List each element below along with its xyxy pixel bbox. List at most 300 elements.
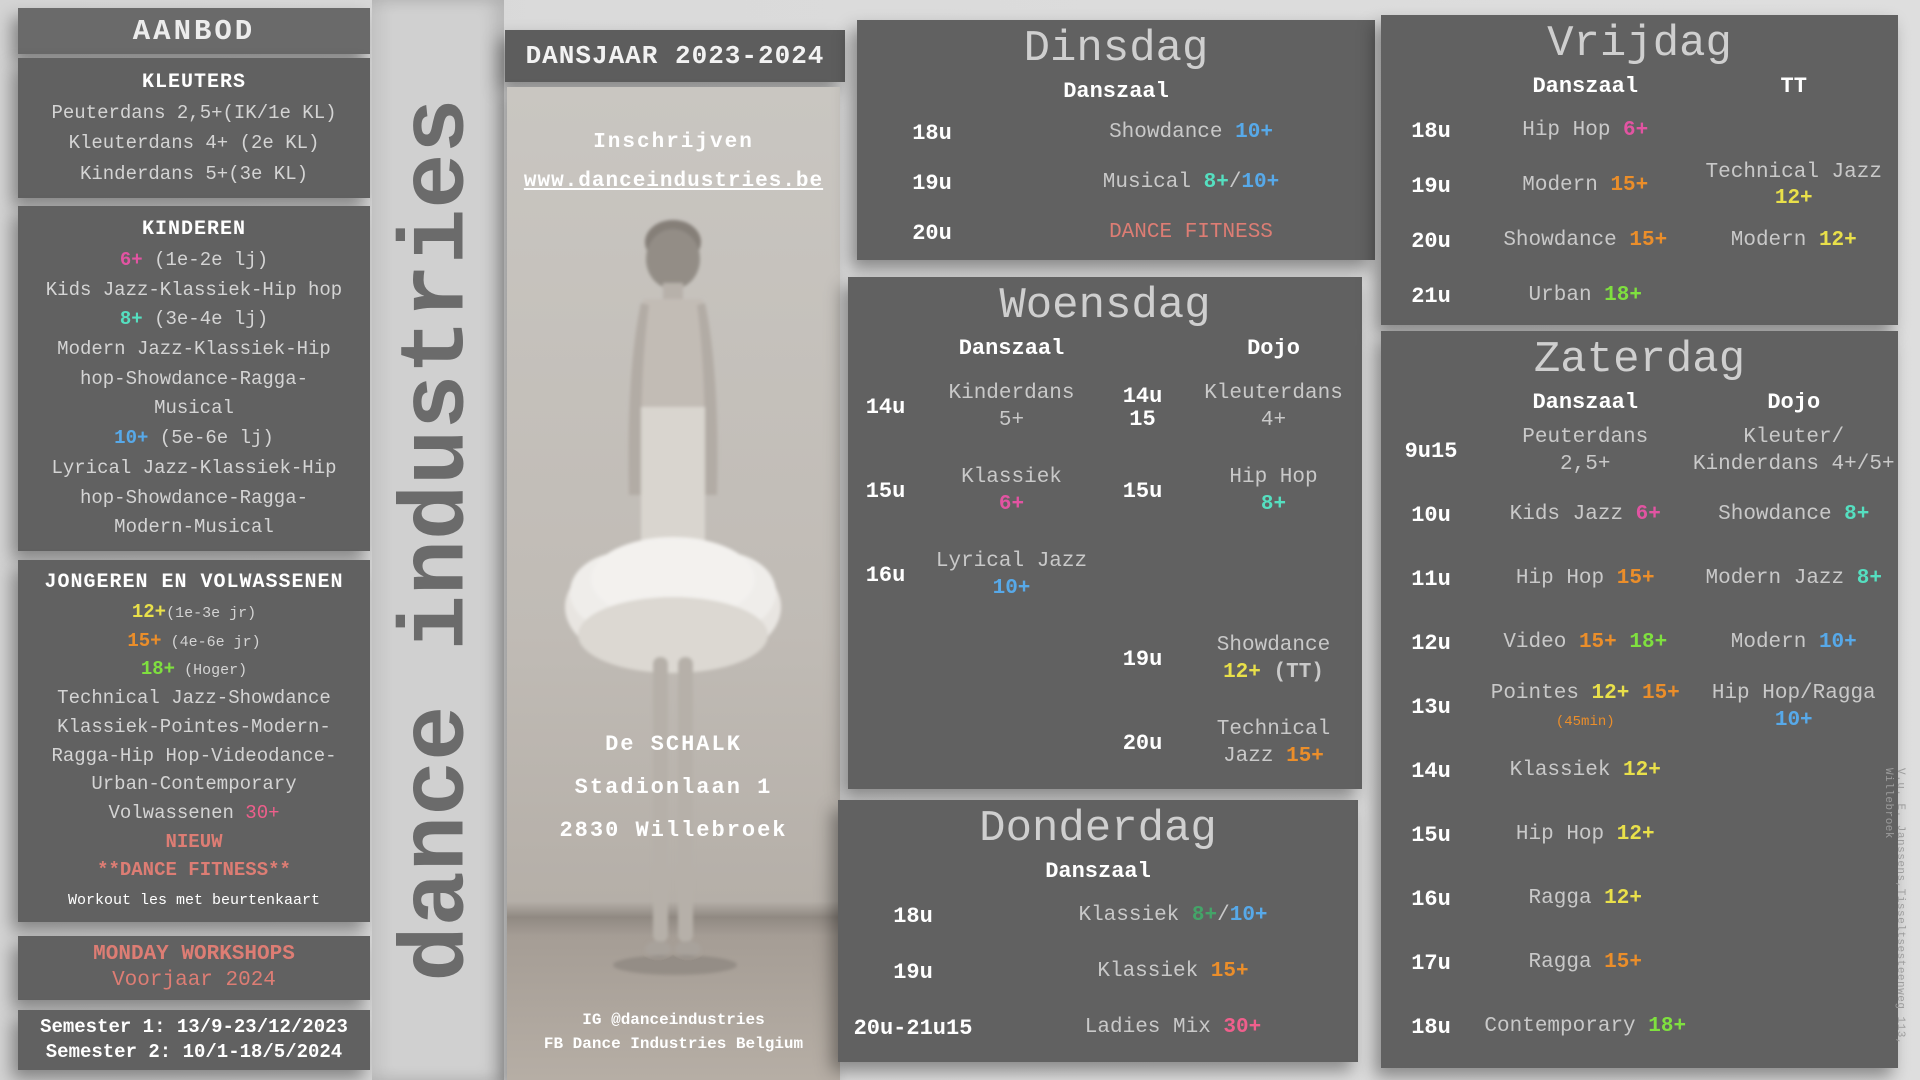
- text-line: [988, 903, 1358, 929]
- text-line: [1481, 1014, 1690, 1040]
- text-segment: Hip Hop: [1515, 823, 1617, 847]
- age-badge: 6+: [998, 492, 1025, 516]
- text-line: [1481, 452, 1690, 478]
- aanbod-section-monday: [18, 936, 370, 1000]
- day-title: Donderdag: [979, 804, 1217, 854]
- instagram-handle: IG @danceindustries: [582, 1011, 765, 1029]
- age-badge: 10+: [992, 576, 1031, 600]
- age-badge: 15+: [1629, 228, 1668, 252]
- text-line: [24, 309, 364, 330]
- column-headers: [857, 75, 1375, 109]
- text-line: [24, 860, 364, 881]
- text-line: [24, 889, 364, 910]
- time-label: [1381, 568, 1481, 591]
- time-label: [1381, 824, 1481, 847]
- schedule-cell: [1690, 228, 1899, 254]
- text-segment: Kleuter/: [1743, 426, 1845, 450]
- time-line: 10u: [1411, 503, 1451, 529]
- text-segment: Kinderdans: [948, 382, 1075, 406]
- text-segment: (1e-2e lj): [142, 248, 269, 271]
- text-segment: Modern: [1522, 173, 1611, 197]
- schedule-rows: [857, 109, 1375, 259]
- time-label: [848, 480, 923, 503]
- text-line: [1481, 283, 1690, 309]
- text-line: [24, 602, 364, 623]
- text-line: [1481, 173, 1690, 199]
- schedule-row: [848, 534, 1362, 618]
- age-badge: 10+: [1229, 904, 1268, 928]
- text-segment: 2,5+: [1560, 452, 1611, 476]
- text-segment: Urban-Contemporary: [91, 773, 297, 796]
- text-segment: Modern: [1730, 228, 1819, 252]
- text-segment: Lyrical Jazz: [935, 550, 1088, 574]
- schedule-row: [848, 618, 1362, 702]
- venue-name: De SCHALK: [605, 732, 742, 757]
- time-line: 16u: [1411, 887, 1451, 913]
- text-segment: Showdance: [1718, 503, 1845, 527]
- text-segment: Semester 2: 10/1-18/5/2024: [45, 1040, 343, 1063]
- text-line: [1481, 228, 1690, 254]
- enroll-block: [507, 131, 840, 193]
- website-link[interactable]: www.danceindustries.be: [523, 170, 824, 193]
- text-line: [24, 398, 364, 419]
- text-line: [24, 832, 364, 853]
- text-line: [24, 969, 364, 993]
- time-line: 15: [1129, 406, 1156, 432]
- aanbod-title: AANBOD: [132, 14, 256, 48]
- schedule-row: [1381, 269, 1898, 324]
- text-line: [24, 250, 364, 271]
- text-line: [24, 631, 364, 652]
- schedule-cell: [1481, 425, 1690, 478]
- aanbod-section-kinderen: [18, 206, 370, 551]
- day-title: Zaterdag: [1533, 335, 1746, 385]
- text-line: [24, 103, 364, 124]
- time-label: [857, 222, 1007, 245]
- schedule-row: [857, 159, 1375, 209]
- text-segment: (5e-6e lj): [148, 427, 274, 450]
- text-segment: (TT): [1260, 660, 1324, 684]
- schedule-rows: [1381, 420, 1898, 1060]
- age-badge: 10+: [1818, 631, 1857, 655]
- column-headers: [848, 332, 1362, 366]
- section-title: KINDEREN: [141, 218, 246, 242]
- text-line: [923, 576, 1100, 602]
- time-label: [1381, 632, 1481, 655]
- text-line: [1690, 566, 1899, 592]
- text-line: [24, 717, 364, 738]
- schedule-cell: [923, 549, 1100, 602]
- ballerina-figure: [507, 87, 840, 1080]
- text-line: [1690, 708, 1899, 734]
- schedule-cell: [1007, 170, 1375, 196]
- age-badge: **DANCE FITNESS**: [97, 859, 291, 882]
- text-line: [24, 458, 364, 479]
- day-title: Woensdag: [999, 281, 1211, 331]
- time-line: 18u: [912, 121, 952, 147]
- text-segment: Lyrical Jazz-Klassiek-Hip: [51, 456, 337, 479]
- text-line: [1481, 630, 1690, 656]
- text-line: [1481, 681, 1690, 707]
- schedule-cell: [1185, 381, 1362, 434]
- text-segment: Modern Jazz: [1705, 567, 1857, 591]
- text-segment: Musical: [154, 397, 234, 420]
- age-badge: 15+: [1578, 631, 1617, 655]
- text-segment: Peuterdans: [1522, 426, 1649, 450]
- text-segment: Video: [1503, 631, 1579, 655]
- text-line: [24, 517, 364, 538]
- age-badge: 12+: [1774, 187, 1813, 211]
- schedule-cell: [1185, 633, 1362, 686]
- text-segment: Kleuterdans: [1204, 382, 1343, 406]
- text-line: [1185, 492, 1362, 518]
- schedule-row: [848, 702, 1362, 786]
- age-badge: 15+: [1616, 567, 1655, 591]
- time-line: 19u: [1411, 173, 1451, 199]
- age-badge: 18+: [140, 658, 176, 681]
- column-header: Danszaal: [1063, 79, 1169, 105]
- text-segment: Klassiek: [1509, 759, 1624, 783]
- schedule-row: [1381, 420, 1898, 484]
- schedule-row: [1381, 676, 1898, 740]
- age-badge: 12+: [1223, 660, 1261, 684]
- text-line: [24, 943, 364, 967]
- age-badge: 30+: [245, 801, 280, 824]
- text-segment: Ragga-Hip Hop-Videodance-: [51, 744, 337, 767]
- text-line: [1185, 408, 1362, 434]
- schedule-row: [1381, 548, 1898, 612]
- schedule-cell: [988, 959, 1358, 985]
- schedule-rows: [1381, 104, 1898, 324]
- time-label: [1381, 175, 1481, 198]
- age-badge: 10+: [1774, 708, 1813, 732]
- text-segment: Klassiek-Pointes-Modern-: [57, 715, 331, 738]
- schedule-row: [1381, 804, 1898, 868]
- schedule-cell: [1690, 425, 1899, 478]
- text-segment: Volwassenen: [108, 801, 246, 824]
- brand-vertical-text: dance industries: [385, 98, 491, 982]
- text-segment: Showdance: [1503, 228, 1630, 252]
- text-line: [1007, 120, 1375, 146]
- schedule-row: [838, 889, 1358, 945]
- schedule-rows: [838, 889, 1358, 1057]
- text-segment: Semester 1: 13/9-23/12/2023: [40, 1016, 348, 1039]
- age-badge: 8+: [1856, 567, 1882, 591]
- schedule-cell: [1481, 950, 1690, 976]
- text-segment: /: [1228, 171, 1242, 195]
- column-header: Dojo: [1247, 336, 1300, 362]
- text-segment: /: [1217, 904, 1230, 928]
- social-handles: [507, 1008, 840, 1056]
- age-badge: 18+: [1629, 631, 1668, 655]
- text-segment: Klassiek: [1078, 904, 1192, 928]
- time-line: 18u: [1411, 118, 1451, 144]
- age-badge: 6+: [1623, 118, 1649, 142]
- time-label: [857, 172, 1007, 195]
- text-line: [1481, 822, 1690, 848]
- donderdag-panel: [838, 800, 1358, 1062]
- schedule-cell: [1690, 681, 1899, 734]
- text-line: [24, 659, 364, 680]
- text-line: [1690, 630, 1899, 656]
- age-badge: 18+: [1648, 1015, 1687, 1039]
- time-label: [1100, 648, 1185, 671]
- time-line: 17u: [1411, 951, 1451, 977]
- aanbod-header: [18, 8, 370, 54]
- text-line: [1185, 660, 1362, 686]
- schedule-cell: [1481, 1014, 1690, 1040]
- column-headers: [1381, 386, 1898, 420]
- schedule-cell: [1481, 502, 1690, 528]
- schedule-cell: [923, 465, 1100, 518]
- schedule-row: [1381, 612, 1898, 676]
- text-segment: Jazz: [1223, 744, 1287, 768]
- text-line: [24, 280, 364, 301]
- time-label: [1100, 385, 1185, 431]
- schedule-cell: [1481, 681, 1690, 734]
- enroll-label: Inschrijven: [593, 131, 754, 154]
- schedule-row: [857, 209, 1375, 259]
- schedule-cell: [1690, 502, 1899, 528]
- text-segment: hop-Showdance-Ragga-: [79, 486, 309, 509]
- text-segment: Ragga: [1528, 887, 1605, 911]
- text-segment: 5+: [998, 408, 1025, 432]
- text-line: [1690, 228, 1899, 254]
- zaterdag-panel: [1381, 331, 1898, 1068]
- time-line: 15u: [1122, 479, 1163, 505]
- text-segment: Kids Jazz-Klassiek-Hip hop: [45, 278, 343, 301]
- text-segment: Modern Jazz-Klassiek-Hip: [57, 337, 331, 360]
- age-badge: 6+: [119, 248, 143, 271]
- text-segment: Pointes: [1490, 682, 1592, 706]
- venue-street: Stadionlaan 1: [574, 775, 773, 800]
- time-label: [1381, 230, 1481, 253]
- age-badge: 15+: [1641, 682, 1680, 706]
- schedule-row: [1381, 159, 1898, 214]
- text-segment: (3e-4e lj): [142, 308, 269, 331]
- age-badge: 12+: [1818, 228, 1857, 252]
- venue-city: 2830 Willebroek: [559, 818, 788, 843]
- time-line: 19u: [1122, 647, 1163, 673]
- age-badge: (45min): [1555, 713, 1615, 730]
- age-badge: 8+: [1260, 492, 1287, 516]
- text-segment: Technical Jazz: [1705, 160, 1882, 184]
- schedule-row: [848, 366, 1362, 450]
- text-line: [1185, 465, 1362, 491]
- schedule-row: [848, 450, 1362, 534]
- schedule-cell: [1481, 118, 1690, 144]
- schedule-cell: [1185, 717, 1362, 770]
- column-header: Danszaal: [1532, 390, 1639, 416]
- text-segment: Technical Jazz-Showdance: [57, 687, 331, 710]
- time-label: [838, 905, 988, 928]
- time-label: [848, 396, 923, 419]
- schedule-cell: [1481, 283, 1690, 309]
- time-line: 21u: [1411, 283, 1451, 309]
- text-line: [1690, 452, 1899, 478]
- vrijdag-panel: [1381, 15, 1898, 325]
- time-line: 20u: [1411, 228, 1451, 254]
- text-segment: Technical: [1216, 718, 1331, 742]
- age-badge: 15+: [127, 629, 162, 652]
- age-badge: 10+: [1241, 171, 1280, 195]
- text-segment: Hip Hop: [1229, 466, 1318, 490]
- text-line: [923, 549, 1100, 575]
- age-badge: 15+: [1604, 951, 1642, 975]
- text-segment: Hip Hop/Ragga: [1711, 682, 1876, 706]
- time-line: 16u: [865, 563, 906, 589]
- text-segment: Workout les met beurtenkaart: [67, 892, 321, 910]
- time-line: 14u: [1122, 383, 1163, 409]
- schedule-row: [1381, 104, 1898, 159]
- text-segment: Hip Hop: [1522, 118, 1624, 142]
- schedule-rows: [848, 366, 1362, 786]
- text-segment: Kids Jazz: [1509, 503, 1636, 527]
- text-line: [1690, 502, 1899, 528]
- text-segment: Klassiek: [961, 466, 1062, 490]
- time-label: [838, 1017, 988, 1040]
- schedule-row: [1381, 484, 1898, 548]
- text-line: [24, 746, 364, 767]
- schedule-cell: [1007, 220, 1375, 246]
- schedule-row: [1381, 214, 1898, 269]
- text-segment: Showdance: [1109, 121, 1236, 145]
- time-label: [1381, 760, 1481, 783]
- text-segment: Urban: [1528, 283, 1605, 307]
- section-title: JONGEREN EN VOLWASSENEN: [44, 571, 344, 595]
- age-badge: Voorjaar 2024: [112, 969, 276, 993]
- time-line: 12u: [1411, 631, 1451, 657]
- column-header: Danszaal: [1045, 859, 1151, 885]
- text-line: [1185, 381, 1362, 407]
- text-line: [1007, 220, 1375, 246]
- age-badge: NIEUW: [165, 830, 223, 853]
- text-line: [923, 408, 1100, 434]
- text-line: [1481, 950, 1690, 976]
- time-line: 9u15: [1404, 439, 1458, 465]
- text-segment: Musical: [1102, 171, 1204, 195]
- schedule-cell: [1481, 758, 1690, 784]
- age-badge: 12+: [131, 600, 167, 623]
- text-line: [923, 492, 1100, 518]
- text-line: [1481, 425, 1690, 451]
- brand-strip: [372, 0, 504, 1080]
- time-label: [1381, 440, 1481, 463]
- text-line: [988, 1015, 1358, 1041]
- text-line: [24, 133, 364, 154]
- age-badge: 12+: [1616, 823, 1655, 847]
- column-header: Danszaal: [958, 336, 1065, 362]
- text-segment: (Hoger): [175, 662, 248, 680]
- schedule-cell: [1007, 120, 1375, 146]
- text-segment: Hip Hop: [1515, 567, 1617, 591]
- age-badge: 10+: [114, 427, 149, 450]
- column-header: Dojo: [1767, 390, 1821, 416]
- time-label: [1100, 480, 1185, 503]
- age-badge: MONDAY WORKSHOPS: [93, 942, 295, 966]
- text-line: [1690, 160, 1899, 186]
- text-segment: (1e-3e jr): [166, 604, 257, 622]
- age-badge: DANCE FITNESS: [1109, 221, 1273, 245]
- time-line: 15u: [865, 479, 906, 505]
- aanbod-section-jongeren: [18, 560, 370, 922]
- age-badge: 12+: [1604, 887, 1642, 911]
- venue-address: [507, 723, 840, 852]
- age-badge: 8+: [1844, 503, 1870, 527]
- time-label: [1381, 285, 1481, 308]
- text-segment: Kinderdans 4+/5+: [1692, 452, 1895, 476]
- age-badge: 15+: [1610, 173, 1649, 197]
- schedule-row: [838, 945, 1358, 1001]
- text-segment: (4e-6e jr): [161, 633, 261, 651]
- text-line: [24, 688, 364, 709]
- time-line: 20u-21u15: [853, 1016, 973, 1042]
- text-segment: Ragga: [1528, 951, 1605, 975]
- column-header: Danszaal: [1532, 74, 1639, 100]
- schedule-cell: [1690, 630, 1899, 656]
- time-line: 18u: [1411, 1015, 1451, 1041]
- ballerina-photo: [507, 87, 840, 1080]
- text-line: [1185, 717, 1362, 743]
- text-line: [24, 774, 364, 795]
- day-title: Vrijdag: [1547, 19, 1732, 69]
- text-line: [24, 1017, 364, 1038]
- text-line: [988, 959, 1358, 985]
- time-label: [1100, 732, 1185, 755]
- schedule-row: [857, 109, 1375, 159]
- text-line: [923, 465, 1100, 491]
- text-segment: Peuterdans 2,5+(IK/1e KL): [51, 102, 337, 125]
- time-line: 20u: [1122, 731, 1163, 757]
- age-badge: 18+: [1604, 283, 1642, 307]
- text-segment: 4+: [1260, 408, 1287, 432]
- age-badge: 30+: [1223, 1016, 1262, 1040]
- schedule-cell: [988, 903, 1358, 929]
- day-title: Dinsdag: [1023, 24, 1209, 74]
- schedule-row: [1381, 932, 1898, 996]
- text-segment: Kinderdans 5+(3e KL): [79, 162, 309, 185]
- text-segment: Kleuterdans 4+ (2e KL): [68, 132, 320, 155]
- schedule-cell: [1481, 822, 1690, 848]
- text-line: [24, 803, 364, 824]
- schedule-cell: [923, 381, 1100, 434]
- time-line: 19u: [893, 960, 933, 986]
- column-headers: [1381, 70, 1898, 104]
- time-line: 14u: [865, 395, 906, 421]
- time-line: 20u: [912, 221, 952, 247]
- text-line: [1481, 566, 1690, 592]
- text-segment: [1617, 631, 1630, 654]
- time-line: 18u: [893, 904, 933, 930]
- text-segment: Contemporary: [1484, 1015, 1649, 1039]
- schedule-cell: [1481, 228, 1690, 254]
- time-label: [848, 564, 923, 587]
- aanbod-section-semesters: [18, 1010, 370, 1070]
- schedule-row: [1381, 868, 1898, 932]
- time-label: [1381, 952, 1481, 975]
- text-line: [1481, 886, 1690, 912]
- schedule-cell: [1481, 630, 1690, 656]
- facebook-handle: FB Dance Industries Belgium: [543, 1035, 804, 1053]
- time-label: [1381, 120, 1481, 143]
- text-line: [1185, 744, 1362, 770]
- age-badge: 10+: [1235, 121, 1273, 145]
- text-line: [1481, 118, 1690, 144]
- text-line: [1690, 681, 1899, 707]
- text-line: [24, 339, 364, 360]
- schedule-row: [1381, 740, 1898, 804]
- text-segment: Modern-Musical: [114, 516, 274, 539]
